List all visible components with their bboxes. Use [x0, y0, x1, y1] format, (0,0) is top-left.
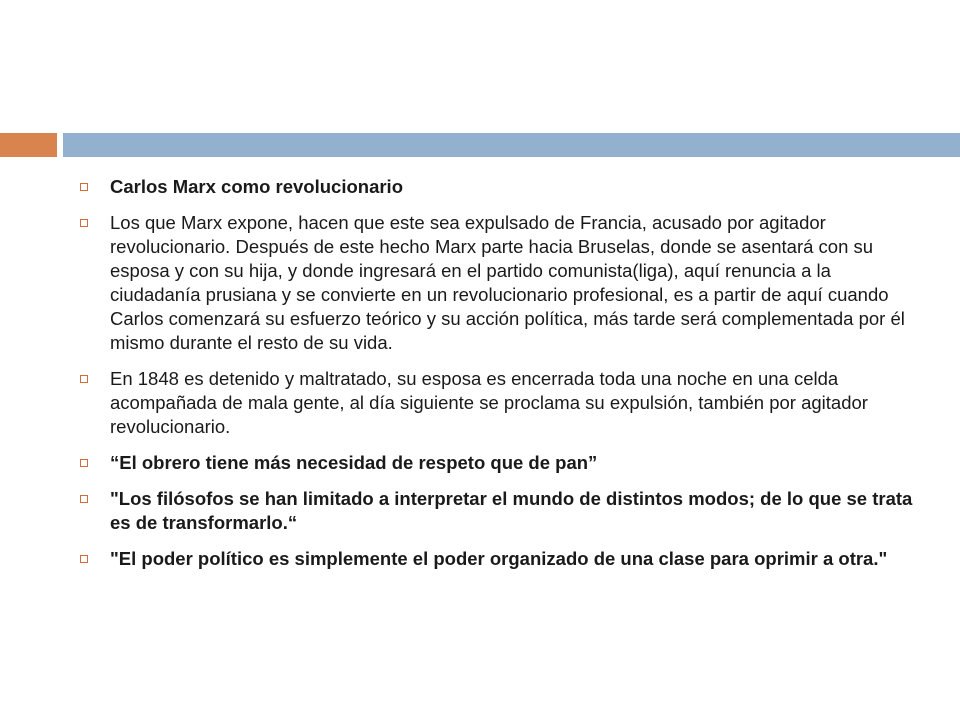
square-bullet-icon [80, 555, 88, 563]
bullet-text: “El obrero tiene más necesidad de respeto que de pan” [110, 452, 598, 473]
bullet-item-5 [76, 487, 916, 535]
bullet-text: Los que Marx expone, hacen que este sea expulsado de Francia, acusado por agitador revolucionario. Después de este hecho Marx parte hacia Bruselas, donde se asentará con su esposa y con su hija, y donde ingresará en el partido comunista(liga), aquí renuncia a la ciudadanía prusiana y se convierte en un revolucionario profesional, es a partir de aquí cuando Carlos comenzará su esfuerzo teórico y su acción política, más tarde será complementada por él mismo durante el resto de su vida. [110, 212, 905, 353]
header-band-blue [63, 133, 960, 157]
bullet-list [76, 175, 916, 583]
square-bullet-icon [80, 375, 88, 383]
square-bullet-icon [80, 219, 88, 227]
bullet-item-2 [76, 211, 916, 355]
bullet-text: En 1848 es detenido y maltratado, su esposa es encerrada toda una noche en una celda acompañada de mala gente, al día siguiente se proclama su expulsión, también por agitador revolucionario. [110, 368, 868, 437]
square-bullet-icon [80, 459, 88, 467]
bullet-text: "El poder político es simplemente el poder organizado de una clase para oprimir a otra." [110, 548, 888, 569]
bullet-item-6 [76, 547, 916, 571]
bullet-text: "Los filósofos se han limitado a interpretar el mundo de distintos modos; de lo que se trata es de transformarlo.“ [110, 488, 913, 533]
bullet-item-3 [76, 367, 916, 439]
square-bullet-icon [80, 495, 88, 503]
header-band-orange [0, 133, 57, 157]
bullet-item-4 [76, 451, 916, 475]
bullet-text: Carlos Marx como revolucionario [110, 176, 404, 197]
square-bullet-icon [80, 183, 88, 191]
bullet-item-1 [76, 175, 916, 199]
